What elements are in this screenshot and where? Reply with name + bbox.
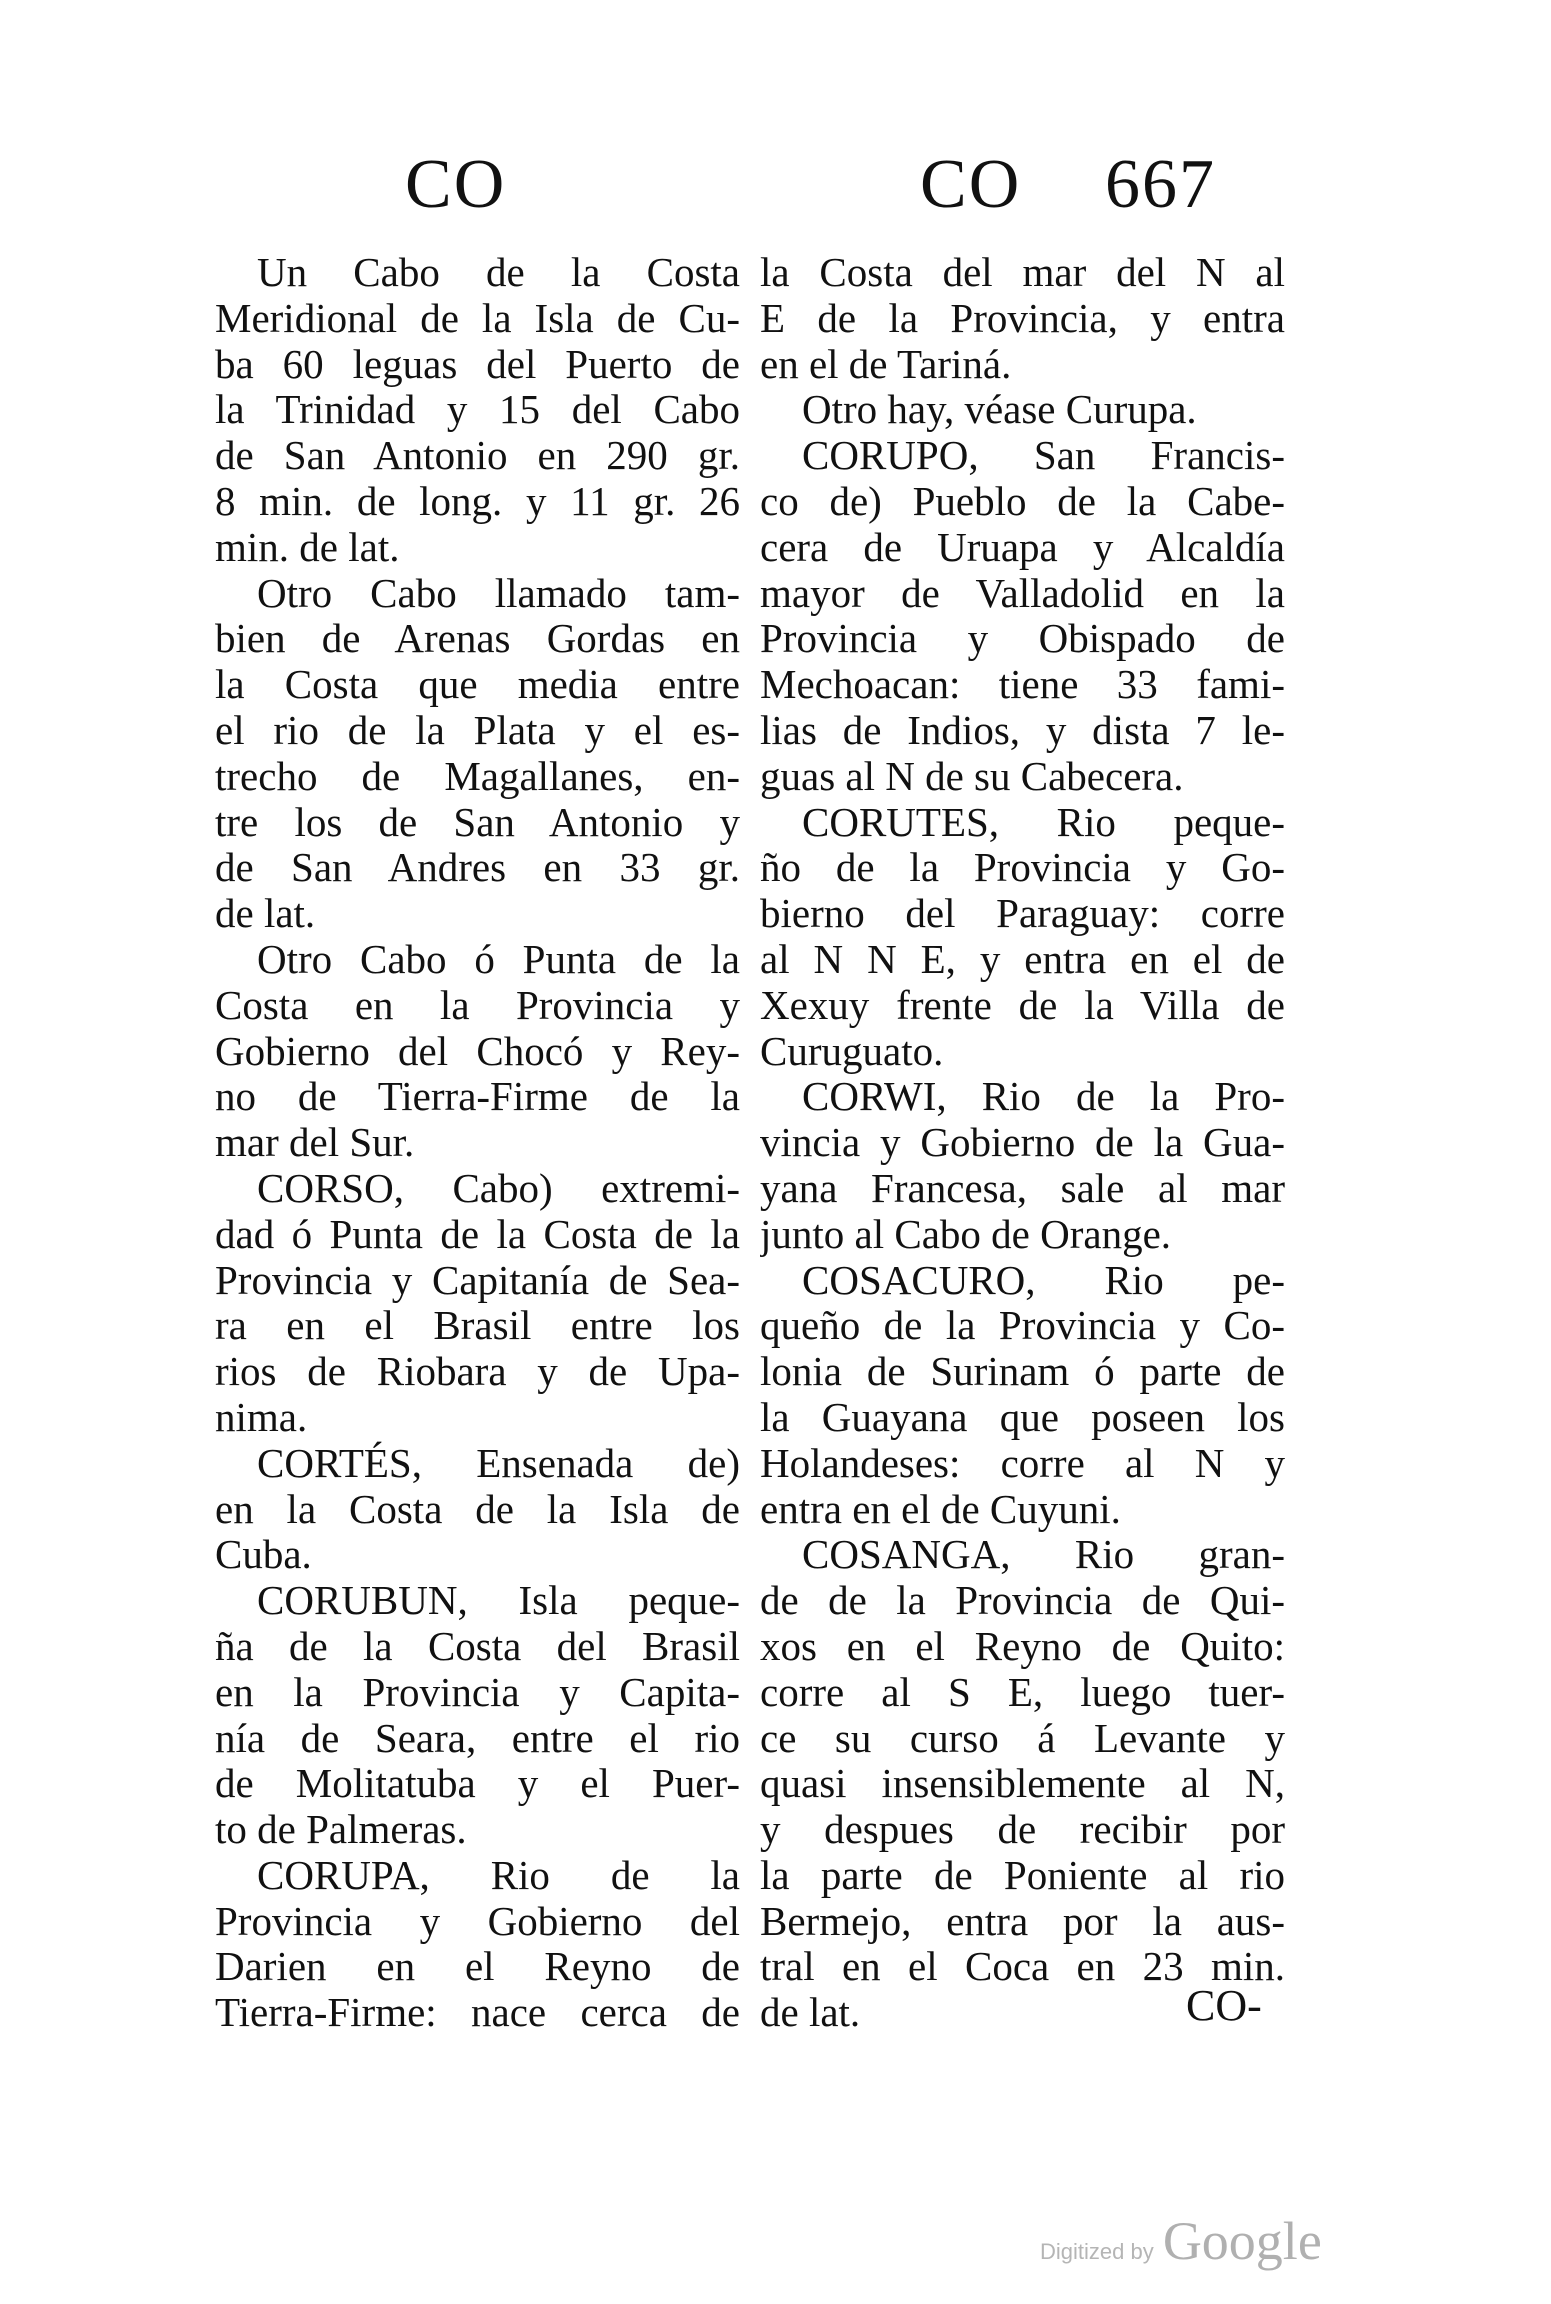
text-line: Tierra-Firme: nace cerca de (215, 1990, 740, 2036)
text-line: de lat. (215, 891, 316, 937)
text-line: al N N E, y entra en el de (760, 936, 1285, 982)
text-line: de San Antonio en 290 gr. (215, 433, 740, 479)
text-line: ña de la Costa del Brasil (215, 1623, 740, 1669)
right-column (760, 250, 1285, 2036)
digitized-by-watermark (1040, 2210, 1322, 2272)
text-line: Mechoacan: tiene 33 fami- (760, 662, 1285, 708)
text-line: Un Cabo de la Costa (257, 250, 740, 295)
text-line: Holandeses: corre al N y (760, 1440, 1285, 1486)
text-line: to de Palmeras. (215, 1807, 467, 1853)
text-line: la Guayana que poseen los (760, 1394, 1285, 1440)
text-line: Xexuy frente de la Villa de (760, 982, 1285, 1028)
digitized-label: Digitized by (1040, 2239, 1154, 2264)
page-number: 667 (1105, 146, 1216, 223)
text-line: COSACURO, Rio pe- (802, 1257, 1285, 1303)
text-line: dad ó Punta de la Costa de la (215, 1211, 740, 1257)
text-line: CORTÉS, Ensenada de) (257, 1440, 740, 1486)
text-line: de Molitatuba y el Puer- (215, 1761, 740, 1807)
text-line: tral en el Coca en 23 min. (760, 1944, 1285, 1990)
text-line: CORWI, Rio de la Pro- (802, 1074, 1285, 1120)
text-line: Otro hay, véase Curupa. (802, 387, 1197, 433)
text-line: rios de Riobara y de Upa- (215, 1349, 740, 1395)
text-line: de lat. (760, 1990, 861, 2036)
text-line: cera de Uruapa y Alcaldía (760, 524, 1285, 570)
text-line: la parte de Poniente al rio (760, 1852, 1285, 1898)
text-line: 8 min. de long. y 11 gr. 26 (215, 478, 740, 524)
text-line: xos en el Reyno de Quito: (760, 1623, 1285, 1669)
text-line: E de la Provincia, y entra (760, 295, 1285, 341)
text-line: CORUPO, San Francis- (802, 433, 1285, 479)
text-line: ba 60 leguas del Puerto de (215, 341, 740, 387)
text-line: Otro Cabo ó Punta de la (257, 936, 740, 982)
text-line: Meridional de la Isla de Cu- (215, 295, 740, 341)
text-line: CORUTES, Rio peque- (802, 799, 1285, 845)
text-line: en la Provincia y Capita- (215, 1669, 740, 1715)
running-head-right: CO (920, 146, 1022, 223)
text-line: Curuguato. (760, 1028, 944, 1074)
text-line: Provincia y Obispado de (760, 616, 1285, 662)
text-line: CORSO, Cabo) extremi- (257, 1165, 740, 1211)
text-line: y despues de recibir por (760, 1807, 1285, 1853)
text-line: queño de la Provincia y Co- (760, 1303, 1285, 1349)
text-line: ce su curso á Levante y (760, 1715, 1285, 1761)
text-line: COSANGA, Rio gran- (802, 1532, 1285, 1578)
text-line: Cuba. (215, 1532, 312, 1578)
text-line: Provincia y Gobierno del (215, 1898, 740, 1944)
text-line: vincia y Gobierno de la Gua- (760, 1120, 1285, 1166)
text-line: Provincia y Capitanía de Sea- (215, 1257, 740, 1303)
text-line: bien de Arenas Gordas en (215, 616, 740, 662)
text-line: corre al S E, luego tuer- (760, 1669, 1285, 1715)
text-line: mar del Sur. (215, 1120, 415, 1166)
text-line: CORUPA, Rio de la (257, 1852, 740, 1898)
text-line: la Costa que media entre (215, 662, 740, 708)
text-line: de San Andres en 33 gr. (215, 845, 740, 891)
text-line: de de la Provincia de Qui- (760, 1578, 1285, 1624)
text-line: CORUBUN, Isla peque- (257, 1578, 740, 1624)
text-line: no de Tierra-Firme de la (215, 1074, 740, 1120)
text-line: tre los de San Antonio y (215, 799, 740, 845)
text-line: junto al Cabo de Orange. (760, 1211, 1172, 1257)
text-line: lias de Indios, y dista 7 le- (760, 707, 1285, 753)
text-line: Costa en la Provincia y (215, 982, 740, 1028)
text-line: en el de Tariná. (760, 341, 1012, 387)
text-line: co de) Pueblo de la Cabe- (760, 478, 1285, 524)
text-line: guas al N de su Cabecera. (760, 753, 1184, 799)
text-line: trecho de Magallanes, en- (215, 753, 740, 799)
text-line: ño de la Provincia y Go- (760, 845, 1285, 891)
text-line: entra en el de Cuyuni. (760, 1486, 1121, 1532)
text-line: nía de Seara, entre el rio (215, 1715, 740, 1761)
text-line: Darien en el Reyno de (215, 1944, 740, 1990)
text-line: yana Francesa, sale al mar (760, 1165, 1285, 1211)
left-column (215, 250, 740, 2036)
text-line: lonia de Surinam ó parte de (760, 1349, 1285, 1395)
text-line: en la Costa de la Isla de (215, 1486, 740, 1532)
text-line: mayor de Valladolid en la (760, 570, 1285, 616)
text-line: Gobierno del Chocó y Rey- (215, 1028, 740, 1074)
google-logo: Google (1162, 2211, 1322, 2271)
text-line: la Costa del mar del N al (760, 250, 1285, 295)
text-line: nima. (215, 1394, 308, 1440)
text-line: el rio de la Plata y el es- (215, 707, 740, 753)
text-line: ra en el Brasil entre los (215, 1303, 740, 1349)
text-line: quasi insensiblemente al N, (760, 1761, 1285, 1807)
text-line: bierno del Paraguay: corre (760, 891, 1285, 937)
running-head-left: CO (405, 146, 507, 223)
text-line: Bermejo, entra por la aus- (760, 1898, 1285, 1944)
catchword: CO- (1186, 1981, 1262, 2030)
text-line: la Trinidad y 15 del Cabo (215, 387, 740, 433)
text-line: min. de lat. (215, 524, 400, 570)
text-line: Otro Cabo llamado tam- (257, 570, 740, 616)
